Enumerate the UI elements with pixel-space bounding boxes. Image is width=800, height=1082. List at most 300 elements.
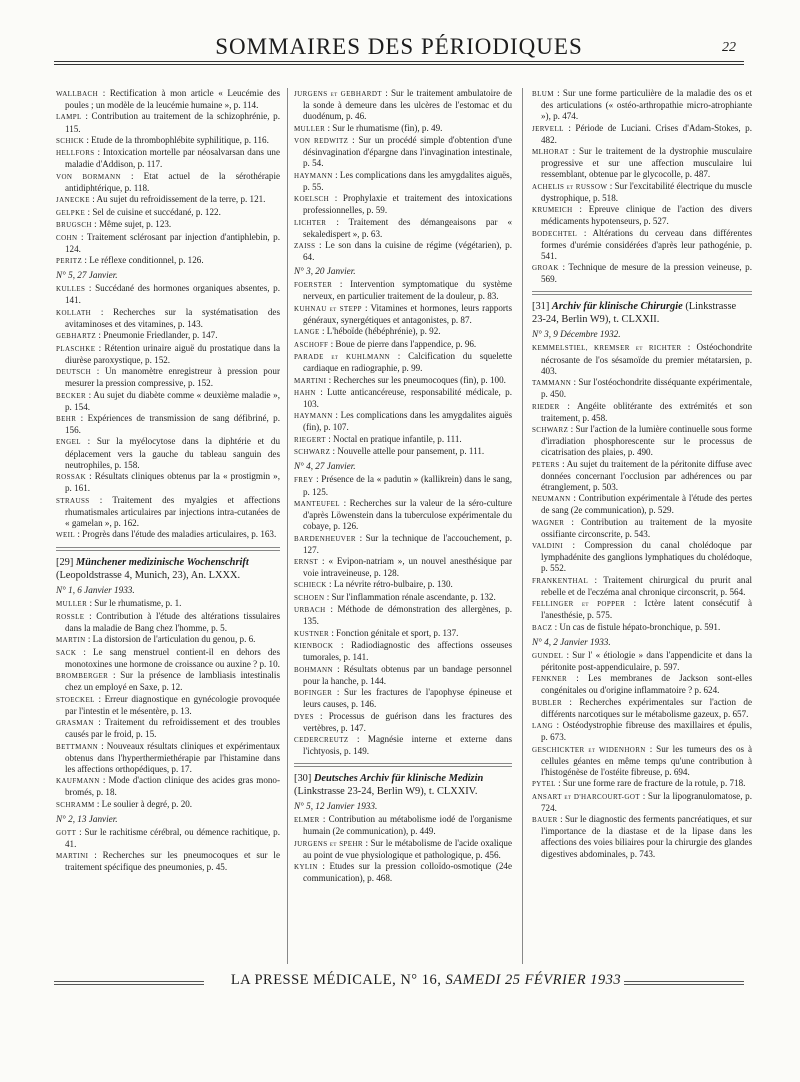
- article-author: BOHMANN: [294, 665, 333, 674]
- article-title: : Sur l'action de la lumière continuelle sous forme d'irradiation phosphorescente sur le processus de cicatrisation des plaies, p. 490.: [541, 424, 752, 458]
- article-author: MLHORAT: [532, 148, 569, 157]
- article-author: WALLBACH: [56, 90, 99, 98]
- article-entry: [532, 814, 752, 859]
- article-entry: [294, 579, 512, 591]
- article-title: : Le sang menstruel contient-il en dehors des monotoxines une hormone de croissance ou auxine ? p. 10.: [65, 646, 280, 669]
- article-title: : Erreur diagnostique en gynécologie provoquée par l'intestin et le mésentère, p. 13.: [65, 693, 280, 716]
- article-title: : Traitement des myalgies et affections rhumatismales articulaires par injections intra-cutanées de « gamelan », p. 162.: [65, 494, 280, 528]
- article-entry: [532, 228, 752, 262]
- article-title: : Traitement chirurgical du prurit anal rebelle et de l'eczéma anal chronique circonscrit, p. 564.: [541, 574, 753, 597]
- issue-heading: N° 5, 27 Janvier.: [56, 270, 118, 281]
- article-entry: [532, 744, 752, 778]
- article-title: : Intervention symptomatique du système nerveux, en particulier traitement de la douleur, p. 83.: [303, 279, 512, 302]
- article-title: : Contribution expérimentale à l'étude des pertes de sang (2e communication), p. 529.: [541, 493, 752, 516]
- article-title: : Traitement sclérosant par injection d'antiphlebin, p. 124.: [65, 231, 281, 254]
- article-entry: [56, 232, 280, 255]
- column-1: [56, 88, 280, 874]
- article-entry: [56, 436, 280, 470]
- article-author: PLASCHKE: [56, 344, 96, 353]
- article-entry: [294, 170, 512, 193]
- article-author: MANTEUFEL: [294, 499, 340, 508]
- article-title: : Traitement du refroidissement et des troubles causés par le froid, p. 15.: [65, 717, 280, 740]
- article-entry: [532, 262, 752, 285]
- article-entry: [56, 255, 280, 267]
- article-entry: [56, 717, 280, 740]
- article-author: STOECKEL: [56, 695, 95, 704]
- article-entry: [294, 734, 512, 757]
- article-title: : Prophylaxie et traitement des intoxications professionnelles, p. 59.: [303, 193, 512, 216]
- article-entry: [56, 307, 280, 330]
- article-author: PERITZ: [56, 256, 83, 265]
- article-title: : Pneumonie Friedlander, p. 147.: [98, 330, 218, 341]
- article-title: : Les membranes de Jackson sont-elles congénitales ou d'origine inflammatoire ? p. 624.: [541, 673, 752, 696]
- article-title: : Ostéochondrite nécrosante de l'os sésamoïde du premier métatarsien, p. 403.: [541, 342, 752, 376]
- journal-name: Münchener medizinische Wochenschrift: [75, 557, 249, 569]
- article-author: SCHICK: [56, 136, 85, 145]
- issue-heading: N° 3, 20 Janvier.: [294, 266, 356, 277]
- article-title: : Epreuve clinique de l'action des divers médicaments hypotenseurs, p. 527.: [541, 204, 752, 227]
- article-title: : Boue de pierre dans l'appendice, p. 96.: [330, 338, 477, 349]
- article-entry: [532, 650, 752, 673]
- article-title: : Succédané des hormones organiques absentes, p. 141.: [65, 283, 281, 306]
- article-entry: [532, 401, 752, 424]
- article-entry: [56, 343, 280, 366]
- article-entry: [294, 687, 512, 710]
- article-title: : Rétention urinaire aiguë du prostatique dans la diurèse paroxystique, p. 152.: [65, 342, 281, 365]
- article-author: WAGNER: [532, 518, 565, 527]
- article-author: ZAISS: [294, 242, 316, 250]
- section-rule: [294, 763, 512, 767]
- article-title: : Recherches sur les pneumocoques et sur le traitement spécifique des pneumonies, p. 45.: [65, 850, 280, 873]
- article-author: KUSTNER: [294, 629, 330, 638]
- article-entry: [56, 670, 280, 693]
- journal-address: (Linkstrasse 23-24, Berlin W9), t. CLXXII.: [532, 301, 737, 325]
- article-entry: [532, 720, 752, 743]
- article-author: GRASMAN: [56, 719, 94, 728]
- article-author: SCHWARZ: [294, 448, 331, 457]
- issue-heading: N° 4, 2 Janvier 1933.: [532, 636, 611, 647]
- article-entry: [56, 647, 280, 670]
- journal-name: Archiv für klinische Chirurgie: [551, 301, 683, 313]
- article-entry: [294, 838, 512, 861]
- article-title: : Résultats obtenus par un bandage personnel pour la hanche, p. 144.: [303, 663, 512, 686]
- article-author: MARTINI: [56, 852, 89, 861]
- article-title: : Compression du canal cholédoque par lymphadénite des ganglions lymphatiques du cholédoque, p. 552.: [541, 540, 752, 574]
- article-title: : Contribution au métabolisme iodé de l'organisme humain (2e communication), p. 449.: [303, 814, 512, 837]
- article-title: : Sel de cuisine et succédané, p. 122.: [87, 206, 221, 217]
- article-author: MULLER: [294, 124, 326, 133]
- article-author: PETERS: [532, 460, 560, 469]
- article-title: : Mode d'action clinique des acides gras mono-bromés, p. 18.: [65, 775, 280, 798]
- article-author: BETTMANN: [56, 742, 99, 751]
- article-entry: [56, 366, 280, 389]
- article-entry: [294, 861, 512, 884]
- section-rule: [56, 547, 280, 551]
- article-author: JURGENS et GEBHARDT: [294, 90, 382, 98]
- article-entry: [294, 640, 512, 663]
- article-title: : Le son dans la cuisine de régime (végétarien), p. 64.: [303, 240, 512, 263]
- article-entry: [294, 814, 512, 837]
- article-title: : Même sujet, p. 123.: [94, 219, 172, 230]
- article-entry: [532, 517, 752, 540]
- article-entry: [294, 193, 512, 216]
- page-title: SOMMAIRES DES PÉRIODIQUES: [215, 34, 583, 59]
- article-title: : Sur la myélocytose dans la diphtérie et du déplacement vers la gauche du tableau sanguin des neutrophiles, p. 158.: [65, 436, 280, 470]
- entry-list: [294, 279, 512, 458]
- article-title: : Recherches sur la valeur de la séro-culture d'après Löwenstein dans la tuberculose expérimentale du cobaye, p. 126.: [303, 497, 512, 532]
- article-title: : Sur une forme rare de fracture de la rotule, p. 718.: [558, 778, 746, 789]
- article-title: : Etude de la thrombophlébite syphilitique, p. 116.: [86, 134, 269, 145]
- article-author: ENGEL: [56, 438, 81, 447]
- article-entry: [294, 217, 512, 240]
- article-author: FRANKENTHAL: [532, 576, 589, 585]
- article-author: BAUER: [532, 816, 558, 825]
- article-entry: [294, 351, 512, 374]
- article-entry: [56, 330, 280, 342]
- article-author: FREY: [294, 476, 314, 485]
- article-author: PARADE et KUHLMANN: [294, 353, 390, 362]
- article-author: SCHOEN: [294, 593, 325, 602]
- article-title: : Sur l'excitabilité électrique du muscle dystrophique, p. 518.: [541, 180, 752, 203]
- article-entry: [294, 498, 512, 532]
- article-entry: [56, 171, 280, 194]
- article-author: COHN: [56, 233, 78, 242]
- article-author: BOFINGER: [294, 689, 333, 698]
- article-title: : Calcification du squelette cardiaque en radiographie, p. 99.: [303, 351, 512, 374]
- article-title: : Le soulier à degré, p. 20.: [96, 798, 193, 809]
- article-author: SCHIECK: [294, 581, 327, 590]
- article-entry: [56, 219, 280, 231]
- article-author: BECKER: [56, 391, 87, 400]
- article-author: CEDERCREUTZ: [294, 736, 349, 745]
- article-author: VON BORMANN: [56, 172, 121, 181]
- article-entry: [294, 434, 512, 446]
- article-title: : Recherches sur la systématisation des avitaminoses et des vitamines, p. 143.: [65, 306, 280, 329]
- entry-list: [532, 88, 752, 285]
- article-entry: [294, 240, 512, 263]
- article-entry: [532, 598, 752, 621]
- article-entry: [294, 88, 512, 122]
- article-entry: [294, 592, 512, 604]
- article-title: : Au sujet du refroidissement de la terre, p. 121.: [92, 194, 266, 205]
- entry-list: [56, 598, 280, 810]
- article-title: : Sur le métabolisme de l'acide oxalique au point de vue physiologique et pathologique, p. 456.: [303, 837, 512, 860]
- article-author: JANECKE: [56, 196, 90, 205]
- article-title: : Recherches sur les pneumocoques (fin), p. 100.: [328, 374, 506, 385]
- article-entry: [56, 413, 280, 436]
- article-author: RIEDER: [532, 402, 560, 411]
- article-title: : Un cas de fistule hépato-bronchique, p. 591.: [554, 621, 721, 632]
- article-author: SCHRAMM: [56, 800, 95, 809]
- article-entry: [56, 827, 280, 850]
- article-entry: [532, 146, 752, 180]
- article-author: RIEGERT: [294, 435, 326, 444]
- article-author: ROSSLE: [56, 612, 85, 621]
- article-title: : Sur l'inflammation rénale ascendante, p. 132.: [326, 591, 496, 602]
- article-title: : Au sujet du diabète comme « deuxième maladie », p. 154.: [65, 389, 280, 412]
- article-title: : Noctal en pratique infantile, p. 111.: [328, 433, 462, 444]
- entry-list: [56, 283, 280, 541]
- article-author: SCHWARZ: [532, 426, 569, 435]
- entry-list: [56, 827, 280, 874]
- article-entry: [56, 194, 280, 206]
- article-author: MARTINI: [294, 376, 327, 385]
- article-entry: [532, 342, 752, 376]
- footer-text: [216, 972, 636, 989]
- article-title: : Sur les fractures de l'apophyse épineuse et leurs causes, p. 146.: [303, 687, 512, 710]
- article-entry: [532, 459, 752, 493]
- article-entry: [56, 471, 280, 494]
- article-title: : Sur la présence de lambliasis intestinalis chez un employé en Saxe, p. 12.: [65, 670, 280, 693]
- journal-name: Deutsches Archiv für klinische Medizin: [313, 773, 484, 785]
- article-entry: [294, 410, 512, 433]
- article-title: : Lutte anticancéreuse, responsabilité médicale, p. 103.: [303, 386, 512, 409]
- article-author: HAYMANN: [294, 412, 333, 421]
- article-entry: [294, 446, 512, 458]
- article-entry: [294, 303, 512, 326]
- article-title: : Sur la lipogranulomatose, p. 724.: [541, 790, 753, 813]
- article-author: HAYMANN: [294, 171, 333, 180]
- journal-number: [30]: [294, 773, 312, 785]
- article-entry: [56, 694, 280, 717]
- article-author: TAMMANN: [532, 379, 572, 388]
- journal-heading: [532, 301, 752, 326]
- entry-list: [532, 342, 752, 633]
- article-author: GEBHARTZ: [56, 332, 97, 341]
- article-entry: [56, 207, 280, 219]
- article-entry: [56, 741, 280, 775]
- article-title: : Sur le rhumatisme, p. 1.: [89, 598, 182, 609]
- article-entry: [532, 575, 752, 598]
- article-entry: [532, 622, 752, 634]
- article-entry: [532, 424, 752, 458]
- article-author: HELLFORS: [56, 149, 95, 158]
- article-title: : Sur un procédé simple d'obtention d'une désinvagination d'épargne dans l'invagination intestinale, p. 54.: [303, 134, 512, 169]
- article-title: : Résultats cliniques obtenus par la « prostigmin », p. 161.: [65, 471, 280, 494]
- article-author: ANSART et D'HARCOURT-GOT: [532, 792, 640, 801]
- article-entry: [56, 529, 280, 541]
- article-author: HAHN: [294, 388, 316, 397]
- article-author: KRUMEICH: [532, 206, 573, 215]
- article-author: BLUM: [532, 90, 554, 98]
- article-entry: [532, 123, 752, 146]
- article-author: KOLLATH: [56, 308, 92, 317]
- article-title: : L'héboïde (hébéphrénie), p. 92.: [322, 326, 441, 337]
- article-entry: [294, 604, 512, 627]
- article-entry: [56, 634, 280, 646]
- article-author: JURGENS et SPEHR: [294, 839, 363, 848]
- article-author: GELPKE: [56, 208, 86, 217]
- article-title: : Processus de guérison dans les fractures des vertèbres, p. 147.: [303, 710, 512, 733]
- article-title: : Un manomètre enregistreur à pression pour mesurer la pression compressive, p. 152.: [65, 366, 280, 389]
- article-author: JERVELL: [532, 124, 564, 133]
- article-title: : Sur le traitement ambulatoire de la sonde à demeure dans les ulcères de l'estomac et du duodénum, p. 46.: [303, 88, 513, 122]
- issue-heading: N° 5, 12 Janvier 1933.: [294, 801, 378, 812]
- article-entry: [532, 791, 752, 814]
- article-author: LAMPL: [56, 113, 82, 122]
- article-author: LANG: [532, 722, 554, 731]
- article-title: : Présence de la « padutin » (kallikrein) dans le sang, p. 125.: [303, 474, 512, 497]
- article-entry: [56, 495, 280, 529]
- article-entry: [56, 611, 280, 634]
- journal-address: (Linkstrasse 23-24, Berlin W9), t. CLXXIV.: [294, 785, 478, 797]
- article-title: : Etat actuel de la sérothérapie antidiphtérique, p. 118.: [65, 170, 281, 193]
- article-title: : Sur l'ostéochondrite disséquante expérimentale, p. 450.: [541, 377, 752, 400]
- article-entry: [56, 283, 280, 306]
- article-title: : Contribution à l'étude des altérations tissulaires dans la maladie de Bang chez l'homme, p. 5.: [65, 610, 280, 633]
- article-author: MULLER: [56, 600, 88, 609]
- article-author: DYES: [294, 712, 314, 721]
- article-author: BEHR: [56, 414, 77, 423]
- article-title: : Au sujet du traitement de la péritonite diffuse avec données concernant l'occlusion par adhérences ou par étranglement, p. 503.: [541, 458, 752, 492]
- article-title: : Radiodiagnostic des affections osseuses tumorales, p. 141.: [303, 640, 512, 663]
- article-title: : La distorsion de l'articulation du genou, p. 6.: [87, 634, 256, 645]
- entry-list: [532, 650, 752, 860]
- article-title: : Ictère latent consécutif à l'anesthésie, p. 575.: [541, 598, 752, 621]
- article-author: KULLES: [56, 285, 86, 294]
- article-author: FELLINGER et POPPER: [532, 600, 626, 609]
- article-author: BROMBERGER: [56, 672, 109, 681]
- article-entry: [294, 135, 512, 169]
- article-entry: [294, 279, 512, 302]
- issue-heading: N° 3, 9 Décembre 1932.: [532, 329, 621, 340]
- article-author: PYTEL: [532, 780, 556, 789]
- article-author: KIENBOCK: [294, 642, 334, 651]
- article-entry: [56, 88, 280, 111]
- journal-number: [31]: [532, 301, 550, 313]
- article-entry: [56, 111, 280, 134]
- article-title: : Contribution au traitement de la myosite ossifiante circonscrite, p. 543.: [541, 516, 752, 539]
- article-entry: [294, 375, 512, 387]
- entry-list: [294, 814, 512, 884]
- article-author: KUHNAU et STEPP: [294, 304, 362, 313]
- article-title: : Sur l' « étiologie » dans l'appendicite et dans la péritonite post-appendiculaire, p. 597.: [541, 649, 752, 672]
- article-author: ELMER: [294, 816, 320, 825]
- page-number: 22: [722, 40, 736, 55]
- article-title: : Progrès dans l'étude des maladies articulaires, p. 163.: [77, 529, 277, 540]
- article-author: KAUFMANN: [56, 777, 100, 786]
- footer-rule-right: [624, 981, 744, 985]
- article-entry: [532, 181, 752, 204]
- article-entry: [56, 799, 280, 811]
- article-author: ACHELIS et RUSSOW: [532, 182, 608, 191]
- article-title: : Etudes sur la pression colloïdo-osmotique (24e communication), p. 468.: [303, 861, 512, 884]
- column-divider: [522, 88, 523, 964]
- article-title: : Sur le rachitisme cérébral, ou démence rachitique, p. 41.: [65, 826, 280, 849]
- article-entry: [56, 850, 280, 873]
- article-author: BARDENHEUVER: [294, 534, 356, 543]
- article-title: : Sur les tumeurs des os à cellules géantes en même temps qu'une contribution à l'histogénèse de l'ostéite fibreuse, p. 694.: [541, 743, 752, 777]
- article-author: FENKNER: [532, 675, 568, 684]
- article-title: : Altérations du cerveau dans différentes formes d'urémie considérées d'après leur pathogénie, p. 541.: [541, 227, 752, 261]
- article-author: ERNST: [294, 558, 319, 566]
- article-title: : Rectification à mon article « Leucémie des poules ; un modèle de la leucémie humaine », p. 114.: [65, 88, 280, 111]
- page-header: [54, 34, 744, 64]
- article-title: : Intoxication mortelle par néosalvarsan dans une maladie d'Addison, p. 117.: [65, 147, 280, 170]
- article-author: GROAK: [532, 264, 559, 273]
- article-entry: [294, 387, 512, 410]
- article-title: : Angéite oblitérante des extrémités et son traitement, p. 458.: [541, 400, 752, 423]
- issue-heading: N° 2, 13 Janvier.: [56, 813, 118, 824]
- header-rule: [54, 61, 744, 65]
- entry-list: [294, 474, 512, 757]
- article-entry: [532, 204, 752, 227]
- article-entry: [294, 326, 512, 338]
- journal-heading: [294, 773, 512, 798]
- article-title: : Le réflexe conditionnel, p. 126.: [84, 254, 204, 265]
- journal-number: [29]: [56, 557, 74, 569]
- article-author: KYLIN: [294, 863, 318, 872]
- article-entry: [294, 339, 512, 351]
- article-entry: [532, 493, 752, 516]
- article-title: : Vitamines et hormones, leurs rapports généraux, synergétiques et antagonistes, p. 87.: [303, 302, 512, 325]
- article-title: : Nouvelle attelle pour pansement, p. 111.: [332, 446, 485, 457]
- article-title: : Technique de mesure de la pression veineuse, p. 569.: [541, 262, 753, 285]
- article-author: BACZ: [532, 623, 553, 632]
- article-author: MARTIN: [56, 636, 86, 645]
- article-title: : La névrite rétro-bulbaire, p. 130.: [329, 579, 453, 590]
- article-entry: [532, 88, 752, 122]
- article-author: LANGE: [294, 328, 320, 337]
- journal-heading: [56, 557, 280, 582]
- article-author: GESCHICKTER et WIDENHORN: [532, 745, 646, 754]
- issue-heading: N° 1, 6 Janvier 1933.: [56, 585, 135, 596]
- article-author: VON REDWITZ: [294, 136, 349, 145]
- article-author: URBACH: [294, 606, 326, 615]
- article-entry: [294, 628, 512, 640]
- article-author: DEUTSCH: [56, 368, 92, 377]
- article-entry: [294, 533, 512, 556]
- column-3: [532, 88, 752, 860]
- article-title: : Méthode de démonstration des allergènes, p. 135.: [303, 604, 513, 627]
- article-author: ASCHOFF: [294, 340, 329, 349]
- entry-list: [294, 88, 512, 263]
- article-title: : Expériences de transmission de sang défibriné, p. 156.: [65, 412, 280, 436]
- article-title: : Sur le rhumatisme (fin), p. 49.: [327, 122, 443, 133]
- journal-address: (Leopoldstrasse 4, Munich, 23), An. LXXX.: [56, 569, 241, 581]
- article-author: VALDINI: [532, 542, 564, 551]
- article-entry: [532, 778, 752, 790]
- article-title: : Sur le traitement de la dystrophie musculaire progressive et sur une affection musculaire lui ressemblant, obtenue par le glycocolle, p. 487.: [541, 146, 752, 180]
- article-author: BUBLER: [532, 698, 563, 707]
- article-title: : « Evipon-natriam », un nouvel anesthésique par voie intraveineuse, p. 128.: [303, 556, 512, 579]
- article-entry: [294, 474, 512, 497]
- article-entry: [532, 673, 752, 696]
- article-title: : Traitement des démangeaisons par « sekaledispert », p. 63.: [303, 216, 512, 239]
- article-entry: [294, 711, 512, 734]
- footer-rule-left: [54, 981, 204, 985]
- article-author: BODECHTEL: [532, 229, 578, 238]
- article-author: ROSSAK: [56, 473, 87, 482]
- article-author: GOTT: [56, 828, 77, 837]
- article-entry: [532, 377, 752, 400]
- article-title: : Sur le diagnostic des ferments pancréatiques, et sur l'importance de la diastase et de la lipase dans les affections des voies biliaires pour la chirurgie des glandes digestives abdominales, p. 743.: [541, 814, 752, 859]
- article-title: : Sur la technique de l'accouchement, p. 127.: [303, 532, 512, 555]
- article-title: : Magnésie interne et externe dans l'ichtyosis, p. 149.: [303, 734, 512, 757]
- article-author: FOERSTER: [294, 281, 333, 290]
- article-title: : Ostéodystrophie fibreuse des maxillaires et épulis, p. 673.: [541, 720, 752, 743]
- article-entry: [56, 598, 280, 610]
- article-author: BRUGSCH: [56, 221, 92, 230]
- article-entry: [56, 775, 280, 798]
- article-author: WEIL: [56, 531, 76, 540]
- article-title: : Les complications dans les amygdalites aiguës, p. 55.: [303, 169, 512, 192]
- article-author: NEUMANN: [532, 495, 571, 504]
- article-entry: [56, 147, 280, 170]
- article-entry: [294, 664, 512, 687]
- article-title: : Contribution au traitement de la schizophrénie, p. 115.: [65, 111, 280, 134]
- section-rule: [532, 291, 752, 295]
